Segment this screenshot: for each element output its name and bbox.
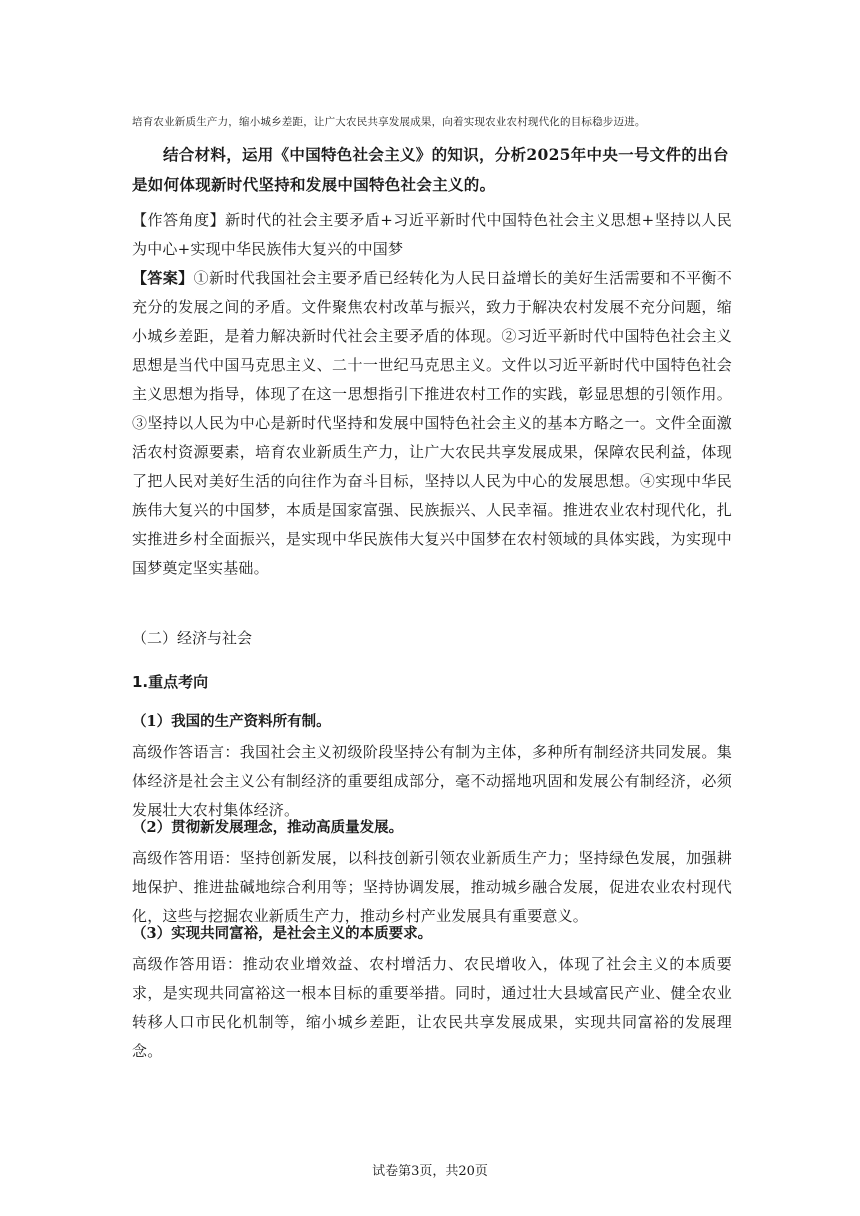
section-heading: （二）经济与社会 <box>132 629 253 647</box>
answer-label: 【答案】 <box>132 269 194 287</box>
focus-heading: 1.重点考向 <box>132 673 209 691</box>
item-3-title: （3）实现共同富裕，是社会主义的本质要求。 <box>132 925 433 942</box>
item-3-text: 高级作答用语：推动农业增效益、农村增活力、农民增收入，体现了社会主义的本质要求，是实现共同富裕这一根本目标的重要举措。同时，通过壮大县域富民产业、健全农业转移人口市民化机制等，缩小城乡差距，让农民共享发展成果，实现共同富裕的发展理念。 <box>132 955 732 1060</box>
page-footer: 试卷第3页，共20页 <box>372 1164 488 1179</box>
question-text: 结合材料，运用《中国特色社会主义》的知识，分析2025年中央一号文件的出台是如何体现新时代坚持和发展中国特色社会主义的。 <box>132 145 729 194</box>
item-2-text: 高级作答用语：坚持创新发展，以科技创新引领农业新质生产力；坚持绿色发展，加强耕地保护、推进盐碱地综合利用等；坚持协调发展，推动城乡融合发展，促进农业农村现代化，这些与挖掘农业新质生产力，推动乡村产业发展具有重要意义。 <box>132 849 732 925</box>
answer-paragraph <box>132 264 732 583</box>
item-1-title: （1）我国的生产资料所有制。 <box>132 713 331 730</box>
item-2-title: （2）贯彻新发展理念，推动高质量发展。 <box>132 819 404 836</box>
answer-angle-text: 新时代的社会主要矛盾+习近平新时代中国特色社会主义思想+坚持以人民为中心+实现中华民族伟大复兴的中国梦 <box>132 211 732 258</box>
answer-angle <box>132 206 732 264</box>
answer-text: ①新时代我国社会主要矛盾已经转化为人民日益增长的美好生活需要和不平衡不充分的发展之间的矛盾。文件聚焦农村改革与振兴，致力于解决农村发展不充分问题，缩小城乡差距，是着力解决新时代社会主要矛盾的体现。②习近平新时代中国特色社会主义思想是当代中国马克思主义、二十一世纪马克思主义。文件以习近平新时代中国特色社会主义思想为指导，体现了在这一思想指引下推进农村工作的实践，彰显思想的引领作用。③坚持以人民为中心是新时代坚持和发展中国特色社会主义的基本方略之一。文件全面激活农村资源要素，培育农业新质生产力，让广大农民共享发展成果，保障农民利益，体现了把人民对美好生活的向往作为奋斗目标，坚持以人民为中心的发展思想。④实现中华民族伟大复兴的中国梦，本质是国家富强、民族振兴、人民幸福。推进农业农村现代化，扎实推进乡村全面振兴，是实现中华民族伟大复兴中国梦在农村领域的具体实践，为实现中国梦奠定坚实基础。 <box>132 269 732 577</box>
item-1-text: 高级作答语言：我国社会主义初级阶段坚持公有制为主体，多种所有制经济共同发展。集体经济是社会主义公有制经济的重要组成部分，毫不动摇地巩固和发展公有制经济，必须发展壮大农村集体经济。 <box>132 743 732 819</box>
answer-angle-label: 【作答角度】 <box>132 211 226 229</box>
intro-line: 培育农业新质生产力，缩小城乡差距，让广大农民共享发展成果，向着实现农业农村现代化的目标稳步迈进。 <box>132 116 646 128</box>
